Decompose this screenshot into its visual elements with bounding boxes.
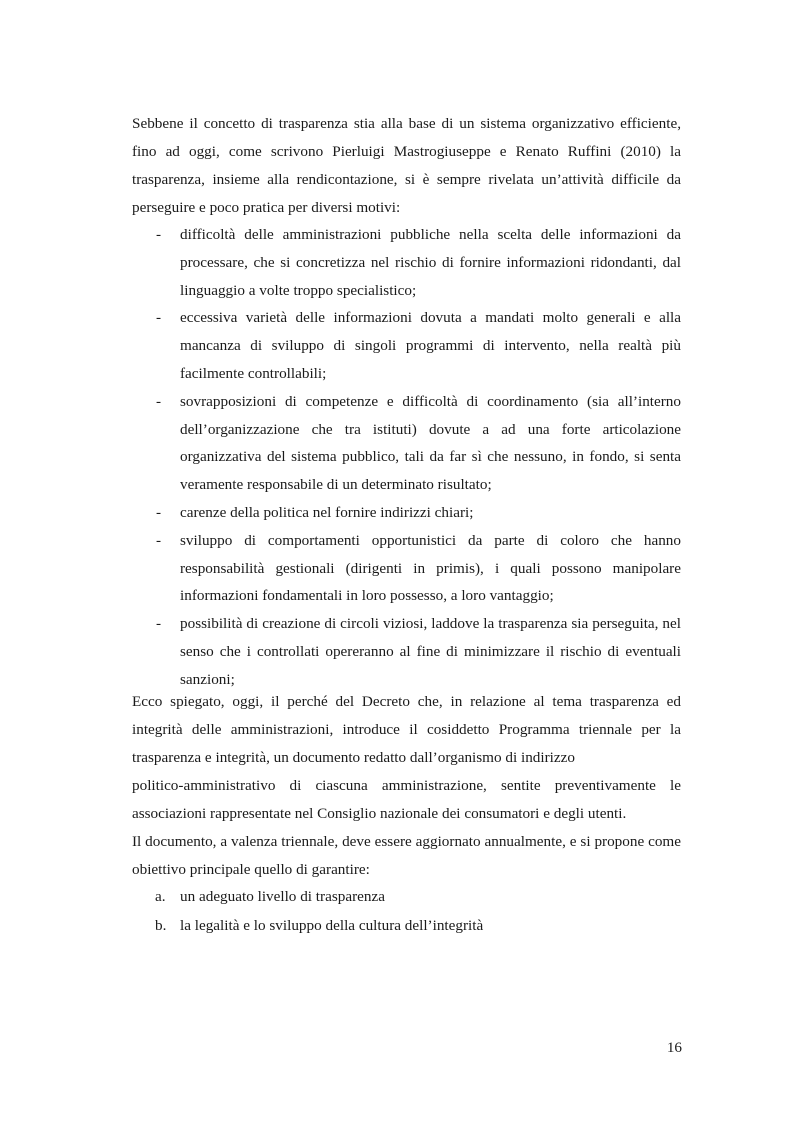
- list-marker: -: [156, 531, 162, 549]
- list-marker: -: [156, 226, 162, 243]
- decree-paragraph-part1: Ecco spiegato, oggi, il perché del Decreto che, in relazione al tema trasparenza ed integrità delle amministrazioni, introduce il cosiddetto Programma triennale per la trasparenza e integrità, un documento redatto dall’organismo di indirizzo: [132, 693, 681, 766]
- list-marker: b.: [155, 917, 167, 934]
- list-item: [132, 527, 681, 610]
- list-item-text: la legalità e lo sviluppo della cultura dell’integrità: [180, 917, 484, 934]
- decree-paragraph-part2: politico-amministrativo di ciascuna amministrazione, sentite preventivamente le associazioni rappresentate nel Consiglio nazionale dei consumatori e degli utenti.: [132, 777, 681, 822]
- list-item: [132, 499, 681, 527]
- list-marker: -: [156, 392, 162, 410]
- list-item-text: un adeguato livello di trasparenza: [180, 888, 385, 905]
- reasons-list: [132, 221, 681, 694]
- page-number: 16: [666, 1039, 682, 1056]
- decree-section: [132, 688, 681, 884]
- list-item-text: possibilità di creazione di circoli viziosi, laddove la trasparenza sia perseguita, nel senso che i controllati opereranno al fine di minimizzare il rischio di eventuali sanzioni;: [180, 615, 681, 688]
- list-item-text: sovrapposizioni di competenze e difficoltà di coordinamento (sia all’interno dell’organizzazione che tra istituti) dovute a ad una forte articolazione organizzativa del sistema pubblico, tali da far sì che nessuno, in fondo, si senta veramente responsabile di un determinato risultato;: [180, 392, 681, 494]
- intro-paragraph: Sebbene il concetto di trasparenza stia alla base di un sistema organizzativo efficiente, fino ad oggi, come scrivono Pierluigi Mastrogiuseppe e Renato Ruffini (2010) la trasparenza, insieme alla rendicontazione, si è sempre rivelata un’attività difficile da perseguire e poco pratica per diversi motivi:: [132, 115, 681, 216]
- list-item: [132, 221, 681, 304]
- list-item-text: difficoltà delle amministrazioni pubbliche nella scelta delle informazioni da processare, che si concretizza nel rischio di fornire informazioni ridondanti, dal linguaggio a volte troppo specialistico;: [180, 226, 681, 299]
- list-marker: -: [156, 503, 162, 521]
- list-item: [132, 304, 681, 387]
- list-item: [132, 388, 681, 499]
- list-item-text: carenze della politica nel fornire indirizzi chiari;: [180, 503, 474, 521]
- goals-list: [132, 882, 681, 940]
- list-marker: a.: [155, 888, 166, 905]
- list-item-text: sviluppo di comportamenti opportunistici da parte di coloro che hanno responsabilità gestionali (dirigenti in primis), i quali possono manipolare informazioni fondamentali in loro possesso, a loro vantaggio;: [180, 531, 681, 605]
- list-marker: -: [156, 309, 162, 327]
- list-marker: -: [156, 615, 162, 633]
- list-item-text: eccessiva varietà delle informazioni dovuta a mandati molto generali e alla mancanza di sviluppo di singoli programmi di intervento, nella realtà più facilmente controllabili;: [180, 309, 681, 382]
- list-item: [132, 882, 681, 911]
- document-aim-paragraph: Il documento, a valenza triennale, deve essere aggiornato annualmente, e si propone come obiettivo principale quello di garantire:: [132, 833, 681, 878]
- list-item: [132, 610, 681, 693]
- list-item: [132, 911, 681, 940]
